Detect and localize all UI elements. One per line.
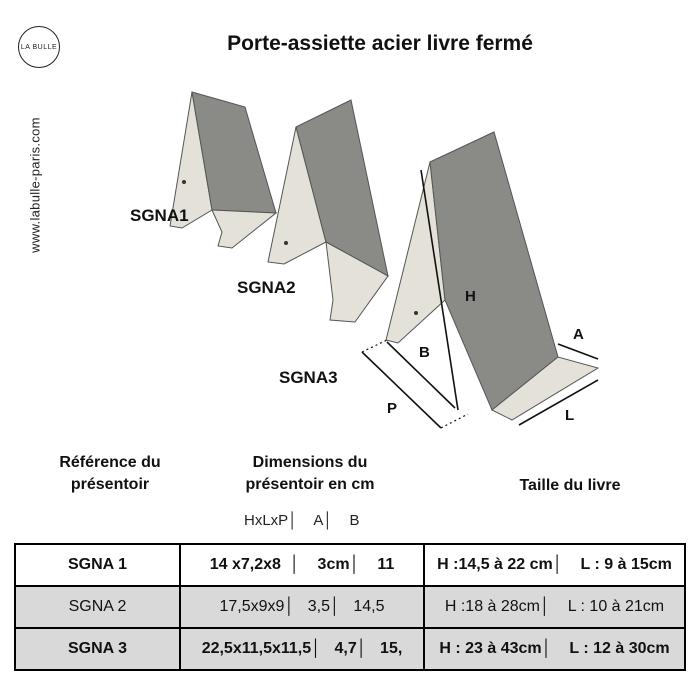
cell-dimensions: 22,5x11,5x11,5│ 4,7│ 15, <box>180 628 424 670</box>
label-sgna2: SGNA2 <box>237 278 296 297</box>
cell-book-size: H :18 à 28cm│ L : 10 à 21cm <box>424 586 685 628</box>
table-row <box>15 586 685 628</box>
dimension-p-label: P <box>387 400 398 417</box>
spec-table <box>14 543 686 671</box>
dimensions-subheader: HxLxP│ A│ B <box>244 512 360 529</box>
label-sgna3: SGNA3 <box>279 368 338 387</box>
cell-reference: SGNA 3 <box>15 628 180 670</box>
dimension-h-label: H <box>465 288 476 305</box>
stand-sgna3 <box>362 132 598 428</box>
cell-book-size: H :14,5 à 22 cm│ L : 9 à 15cm <box>424 544 685 586</box>
header-book-size: Taille du livre <box>519 477 621 494</box>
cell-reference: SGNA 2 <box>15 586 180 628</box>
cell-book-size: H : 23 à 43cm│ L : 12 à 30cm <box>424 628 685 670</box>
cell-reference: SGNA 1 <box>15 544 180 586</box>
dimension-a-label: A <box>573 326 584 343</box>
logo-text: LA BULLE <box>20 43 58 51</box>
table-row <box>15 628 685 670</box>
cell-dimensions: 17,5x9x9│ 3,5│ 14,5 <box>180 586 424 628</box>
page-title: Porte-assiette acier livre fermé <box>227 32 533 55</box>
table-row <box>15 544 685 586</box>
dimension-l-label: L <box>565 407 575 424</box>
header-dimensions: Dimensions du présentoir en cm <box>245 454 375 493</box>
cell-dimensions: 14 x7,2x8 │ 3cm│ 11 <box>180 544 424 586</box>
dimension-b-label: B <box>419 344 430 361</box>
website-url: www.labulle-paris.com <box>27 117 43 253</box>
label-sgna1: SGNA1 <box>130 206 189 225</box>
header-reference: Référence du présentoir <box>59 454 161 493</box>
